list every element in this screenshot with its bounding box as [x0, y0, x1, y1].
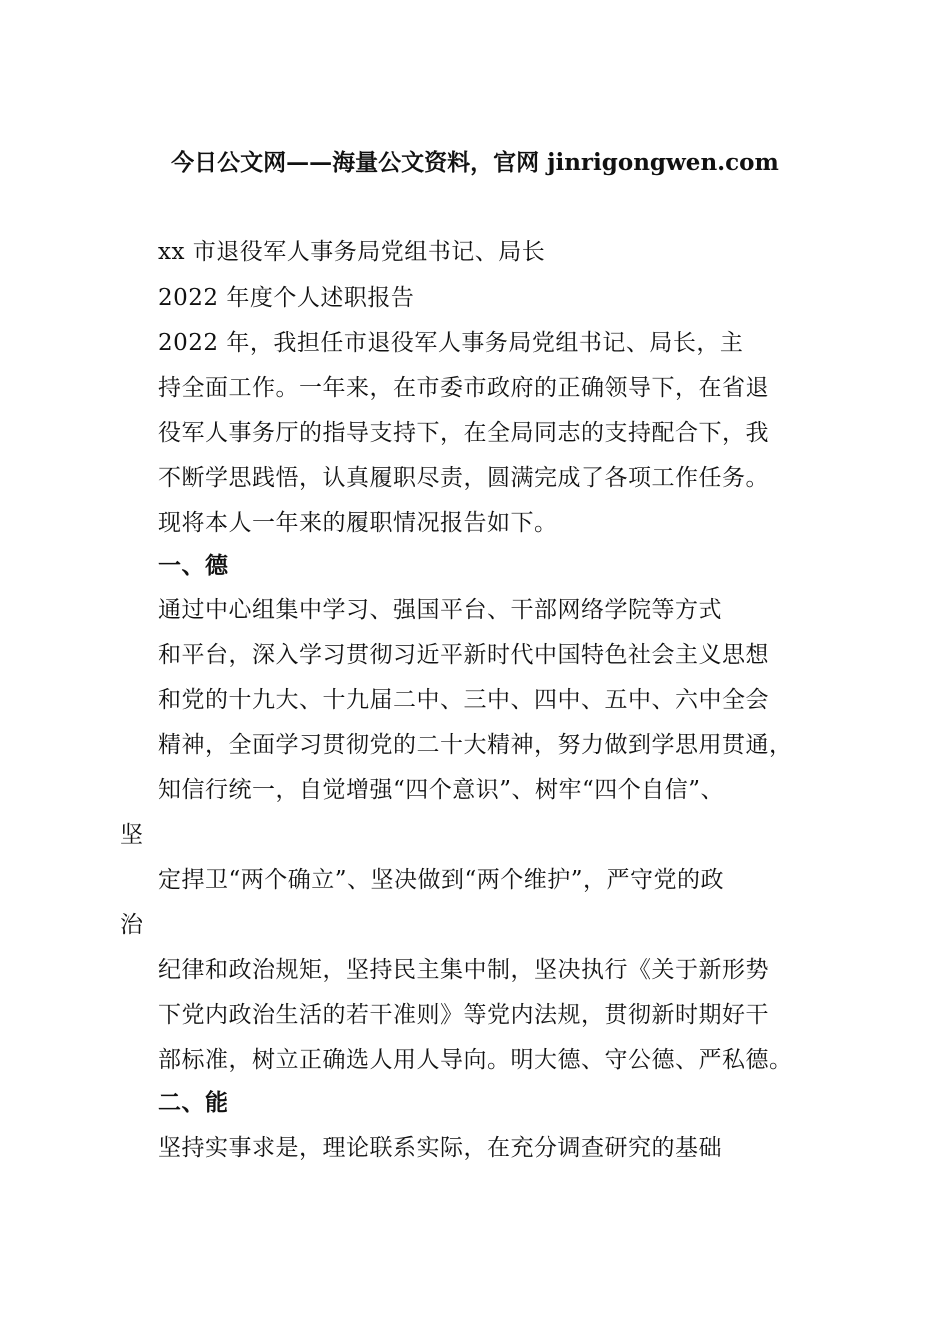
site-header-banner: 今日公文网——海量公文资料，官网 jinrigongwen.com [171, 149, 779, 176]
paragraph-line: 治 [120, 912, 144, 938]
intro-line: 2022 年，我担任市退役军人事务局党组书记、局长，主 [158, 330, 744, 356]
paragraph-line: 和平台，深入学习贯彻习近平新时代中国特色社会主义思想 [158, 642, 769, 668]
paragraph-line: 部标准，树立正确选人用人导向。明大德、守公德、严私德。 [158, 1047, 793, 1073]
paragraph-line: 坚持实事求是，理论联系实际，在充分调查研究的基础 [158, 1135, 722, 1161]
paragraph-line: 纪律和政治规矩，坚持民主集中制，坚决执行《关于新形势 [158, 957, 769, 983]
intro-line: 持全面工作。一年来，在市委市政府的正确领导下，在省退 [158, 375, 769, 401]
intro-line: 役军人事务厅的指导支持下，在全局同志的支持配合下，我 [158, 420, 769, 446]
paragraph-line: 坚 [120, 822, 144, 848]
section-heading-ability: 二、能 [158, 1089, 229, 1116]
paragraph-line: 知信行统一，自觉增强“四个意识”、树牢“四个自信”、 [158, 777, 725, 803]
paragraph-line: 和党的十九大、十九届二中、三中、四中、五中、六中全会 [158, 687, 769, 713]
intro-line: 不断学思践悟，认真履职尽责，圆满完成了各项工作任务。 [158, 465, 769, 491]
intro-line: 现将本人一年来的履职情况报告如下。 [158, 510, 558, 536]
report-title-line-1: xx 市退役军人事务局党组书记、局长 [158, 239, 546, 265]
paragraph-line: 通过中心组集中学习、强国平台、干部网络学院等方式 [158, 597, 722, 623]
paragraph-line: 定捍卫“两个确立”、坚决做到“两个维护”，严守党的政 [158, 867, 725, 893]
report-title-line-2: 2022 年度个人述职报告 [158, 285, 415, 311]
paragraph-line: 精神，全面学习贯彻党的二十大精神，努力做到学思用贯通， [158, 732, 793, 758]
paragraph-line: 下党内政治生活的若干准则》等党内法规，贯彻新时期好干 [158, 1002, 769, 1028]
section-heading-virtue: 一、德 [158, 552, 229, 579]
